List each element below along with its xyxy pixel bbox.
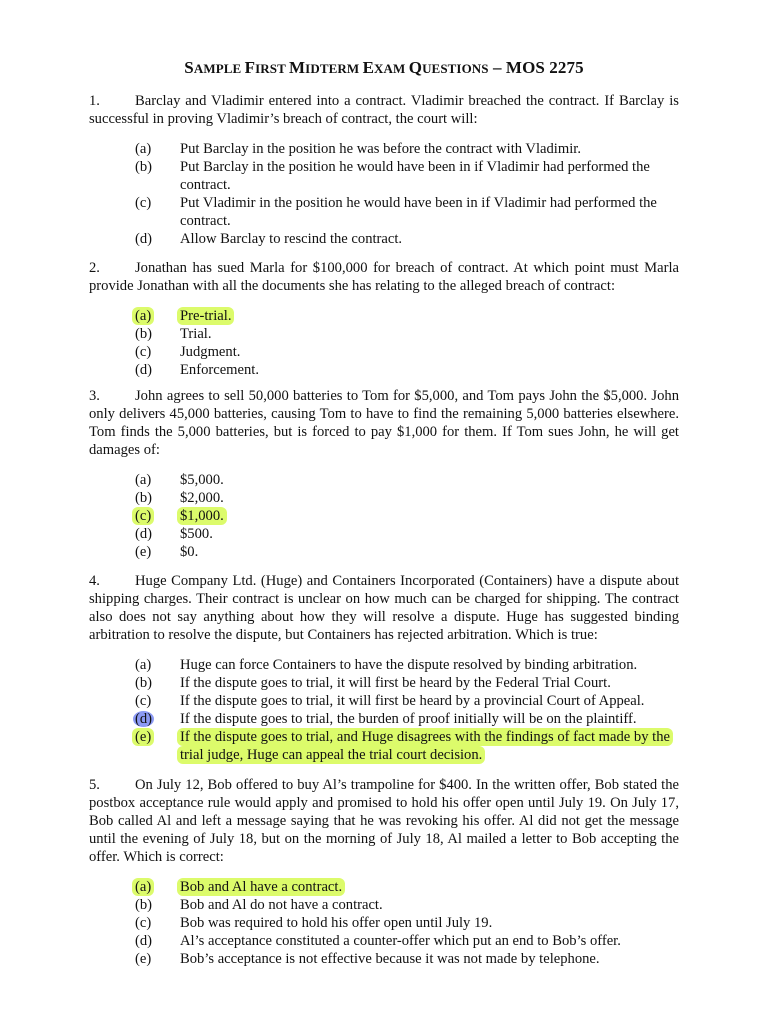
option-text: Al’s acceptance constituted a counter-offer which put an end to Bob’s offer.: [180, 933, 621, 949]
question-number: 1.: [89, 93, 100, 109]
option-text: [180, 878, 679, 896]
option-text: $2,000.: [180, 490, 224, 506]
option-letter: [135, 878, 151, 896]
option-list: [89, 140, 679, 248]
option-a: [89, 140, 679, 158]
option-c: [89, 507, 679, 525]
highlighted-answer-text: Bob and Al have a contract.: [177, 878, 345, 896]
option-text: Put Vladimir in the position he would have been in if Vladimir had performed the contract.: [180, 195, 657, 229]
question-3: [89, 387, 679, 561]
option-letter: (d): [135, 526, 153, 542]
option-c: [89, 194, 679, 230]
option-d: [89, 361, 679, 379]
question-5: [89, 776, 679, 968]
question-stem: 1. Barclay and Vladimir entered into a contract. Vladimir breached the contract. If Barclay is successful in proving Vladimir’s breach of contract, the court will:: [89, 93, 679, 127]
option-letter: (c): [135, 693, 152, 709]
option-text: Put Barclay in the position he was before the contract with Vladimir.: [180, 141, 581, 157]
question-4: [89, 572, 679, 764]
option-text: Put Barclay in the position he would have been in if Vladimir had performed the contract.: [180, 159, 650, 193]
question-number: 3.: [89, 388, 100, 404]
circled-answer-letter: (d): [135, 711, 153, 727]
option-letter: (b): [135, 490, 153, 506]
option-letter: [135, 507, 151, 525]
option-d: [89, 525, 679, 543]
option-d: [89, 710, 679, 728]
option-e: [89, 543, 679, 561]
option-text: $500.: [180, 526, 213, 542]
question-2: [89, 259, 679, 379]
option-letter: (c): [135, 915, 152, 931]
option-text: Judgment.: [180, 344, 241, 360]
option-b: [89, 325, 679, 343]
question-number: 2.: [89, 260, 100, 276]
question-stem: 3. John agrees to sell 50,000 batteries to Tom for $5,000, and Tom pays John the $5,000. John only delivers 45,000 batteries, causing Tom to have to find the remaining 5,000 batteries elsewhere. Tom finds the 5,000 batteries, but is forced to pay $1,000 for them. If Tom sues John, he will get damages of:: [89, 388, 679, 458]
question-number: 4.: [89, 573, 100, 589]
option-a: [89, 471, 679, 489]
option-e: [89, 950, 679, 968]
option-letter: (d): [135, 933, 153, 949]
question-number: 5.: [89, 777, 100, 793]
option-text: $0.: [180, 544, 199, 560]
option-letter: [135, 307, 151, 325]
option-letter: (c): [135, 344, 152, 360]
question-stem: 5. On July 12, Bob offered to buy Al’s trampoline for $400. In the written offer, Bob stated the postbox acceptance rule would apply and promised to hold his offer open until July 19. On July 17, Bob called Al and left a message saying that he was revoking his offer. Al did not get the message until the evening of July 18, but on the morning of July 18, Al mailed a letter to Bob accepting the offer. Which is correct:: [89, 777, 679, 865]
option-d: [89, 932, 679, 950]
option-a: [89, 878, 679, 896]
option-list: [89, 307, 679, 379]
option-list: [89, 656, 679, 764]
option-letter: [135, 710, 152, 728]
option-letter: (b): [135, 675, 153, 691]
highlighted-answer-letter: (a): [132, 878, 154, 896]
option-text: If the dispute goes to trial, it will first be heard by the Federal Trial Court.: [180, 675, 611, 691]
option-c: [89, 914, 679, 932]
option-list: [89, 471, 679, 561]
option-letter: [135, 728, 151, 746]
option-letter: (b): [135, 897, 153, 913]
page-title: SAMPLE FIRST MIDTERM EXAM QUESTIONS – MOS 2275: [184, 58, 584, 77]
option-b: [89, 674, 679, 692]
option-text: Trial.: [180, 326, 212, 342]
highlighted-answer-text: $1,000.: [177, 507, 227, 525]
option-text: Allow Barclay to rescind the contract.: [180, 231, 403, 247]
option-text: [180, 728, 679, 764]
option-b: [89, 158, 679, 194]
highlighted-answer-text: If the dispute goes to trial, and Huge disagrees with the findings of fact made by the trial judge, Huge can appeal the trial court decision.: [177, 728, 673, 764]
highlighted-answer-letter: (e): [132, 728, 154, 746]
option-a: [89, 307, 679, 325]
option-text: [180, 507, 679, 525]
highlighted-answer-letter: (c): [132, 507, 154, 525]
option-text: If the dispute goes to trial, it will first be heard by a provincial Court of Appeal.: [180, 693, 645, 709]
option-c: [89, 692, 679, 710]
option-letter: (a): [135, 141, 152, 157]
option-a: [89, 656, 679, 674]
option-b: [89, 489, 679, 507]
option-text: $5,000.: [180, 472, 224, 488]
option-e: [89, 728, 679, 764]
option-text: [180, 307, 679, 325]
option-text: Enforcement.: [180, 362, 260, 378]
option-letter: (e): [135, 951, 152, 967]
option-text: Bob’s acceptance is not effective because it was not made by telephone.: [180, 951, 600, 967]
option-letter: (a): [135, 657, 152, 673]
option-letter: (d): [135, 231, 153, 247]
option-letter: (a): [135, 472, 152, 488]
option-list: [89, 878, 679, 968]
option-b: [89, 896, 679, 914]
option-letter: (d): [135, 362, 153, 378]
option-c: [89, 343, 679, 361]
question-1: [89, 92, 679, 248]
option-letter: (c): [135, 195, 152, 211]
option-text: Bob and Al do not have a contract.: [180, 897, 383, 913]
option-d: [89, 230, 679, 248]
option-letter: (b): [135, 159, 153, 175]
question-stem: 2. Jonathan has sued Marla for $100,000 for breach of contract. At which point must Marla provide Jonathan with all the documents she has relating to the alleged breach of contract:: [89, 260, 679, 294]
option-text: Bob was required to hold his offer open until July 19.: [180, 915, 493, 931]
highlighted-answer-text: Pre-trial.: [177, 307, 234, 325]
option-text: If the dispute goes to trial, the burden of proof initially will be on the plaintiff.: [180, 711, 637, 727]
option-text: Huge can force Containers to have the dispute resolved by binding arbitration.: [180, 657, 638, 673]
option-letter: (e): [135, 544, 152, 560]
highlighted-answer-letter: (a): [132, 307, 154, 325]
question-stem: 4. Huge Company Ltd. (Huge) and Containers Incorporated (Containers) have a dispute about shipping charges. Their contract is unclear on how much can be charged for shipping. The contract also does not say anything about how they will resolve a dispute. Huge has suggested binding arbitration to resolve the dispute, but Containers has rejected arbitration. Which is true:: [89, 573, 679, 643]
option-letter: (b): [135, 326, 153, 342]
